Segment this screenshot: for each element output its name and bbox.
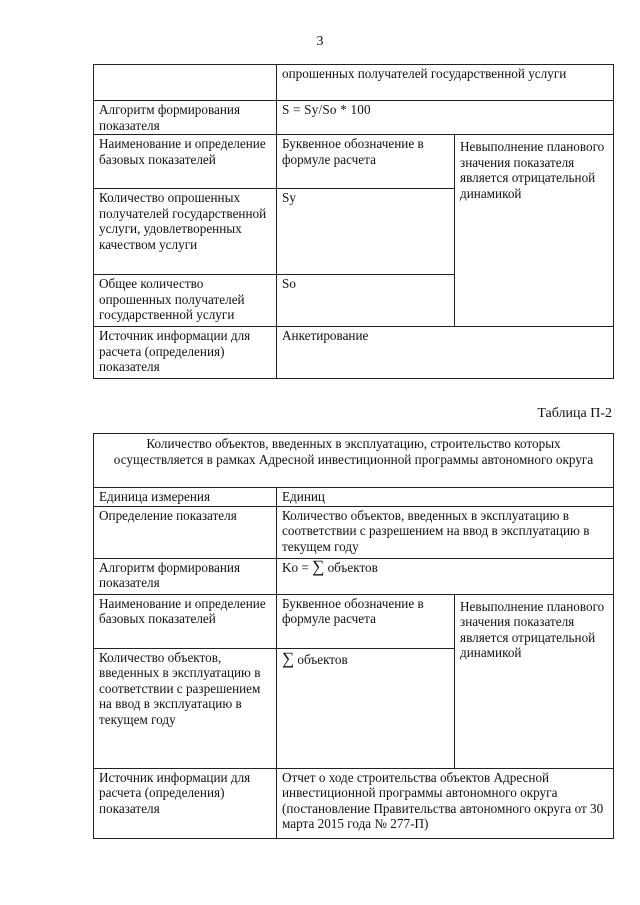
source-label: Источник информации для расчета (определения) показателя (94, 327, 277, 379)
table-row (94, 506, 614, 558)
base-letter-label: Буквенное обозначение в формуле расчета (277, 594, 455, 648)
unit-value: Единиц (277, 488, 614, 507)
algorithm-formula (277, 558, 614, 594)
table-row (94, 65, 614, 101)
base-name-label: Наименование и определение базовых показателей (94, 135, 277, 189)
definition-label: Определение показателя (94, 506, 277, 558)
objects-symbol-text: объектов (294, 651, 348, 667)
satisfied-label: Количество опрошенных получателей государственной услуги, удовлетворенных качеством услуги (94, 189, 277, 275)
table-row (94, 101, 614, 135)
unit-label: Единица измерения (94, 488, 277, 507)
table-row (94, 594, 614, 648)
definition-value: Количество объектов, введенных в эксплуатацию в соответствии с разрешением на ввод в эксплуатацию в текущем году (277, 506, 614, 558)
table-row (94, 558, 614, 594)
table-row (94, 434, 614, 488)
objects-label: Количество объектов, введенных в эксплуатацию в соответствии с разрешением на ввод в эксплуатацию в текущем году (94, 648, 277, 768)
indicator-table-1 (93, 64, 614, 379)
base-letter-label: Буквенное обозначение в формуле расчета (277, 135, 455, 189)
table-cell (94, 65, 277, 101)
satisfied-symbol: Sy (277, 189, 455, 275)
page-number: 3 (316, 34, 324, 49)
objects-symbol (277, 648, 455, 768)
source-label: Источник информации для расчета (определения) показателя (94, 768, 277, 838)
algorithm-label: Алгоритм формирования показателя (94, 558, 277, 594)
total-symbol: So (277, 275, 455, 327)
table-title: Количество объектов, введенных в эксплуатацию, строительство которых осуществляется в рамках Адресной инвестиционной программы автономного округа (94, 434, 614, 488)
table-row (94, 488, 614, 507)
sigma-symbol: ∑ (312, 558, 325, 576)
non-fulfillment-note: Невыполнение планового значения показателя является отрицательной динамикой (455, 594, 614, 768)
table-row (94, 327, 614, 379)
non-fulfillment-note: Невыполнение планового значения показателя является отрицательной динамикой (455, 135, 614, 327)
source-value: Анкетирование (277, 327, 614, 379)
base-name-label: Наименование и определение базовых показателей (94, 594, 277, 648)
table-row (94, 135, 614, 189)
table-caption: Таблица П-2 (537, 406, 612, 421)
table-cell: опрошенных получателей государственной услуги (277, 65, 614, 101)
algorithm-label: Алгоритм формирования показателя (94, 101, 277, 135)
formula-prefix: Ko = (282, 559, 313, 575)
indicator-table-2 (93, 433, 614, 839)
total-label: Общее количество опрошенных получателей государственной услуги (94, 275, 277, 327)
algorithm-formula: S = Sy/So * 100 (277, 101, 614, 135)
formula-suffix: объектов (324, 559, 378, 575)
table-row (94, 768, 614, 838)
sigma-symbol: ∑ (282, 648, 295, 668)
source-value: Отчет о ходе строительства объектов Адресной инвестиционной программы автономного округа (постановление Правительства автономного округа от 30 марта 2015 года № 277-П) (277, 768, 614, 838)
